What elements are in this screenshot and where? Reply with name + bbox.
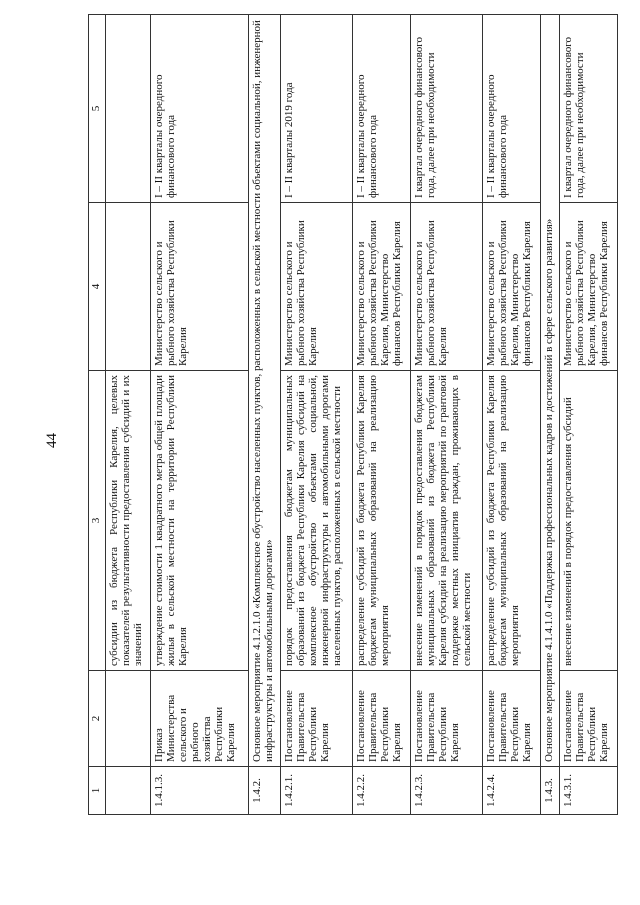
- measure-content: субсидии из бюджета Республики Карелия, целевых показателей результативности предоставления субсидий и их значений: [106, 371, 151, 671]
- responsible-executor: Министерство сельского и рыбного хозяйства Республики Карелия: [151, 203, 249, 371]
- responsible-executor: Министерство сельского и рыбного хозяйства Республики Карелия, Министерство финансов Республики Карелия: [352, 203, 410, 371]
- document-type: Постановление Правительства Республики Карелия: [410, 671, 482, 767]
- header-cell-1: 1: [89, 767, 106, 815]
- measures-table: [88, 14, 618, 815]
- row-number: 1.4.3.: [540, 767, 559, 815]
- document-type: Приказ Министерства сельского и рыбного хозяйства Республики Карелия: [151, 671, 249, 767]
- measure-content: распределение субсидий из бюджета Республики Карелия бюджетам муниципальных образований на реализацию мероприятия: [352, 371, 410, 671]
- implementation-period: I – II кварталы 2019 года: [281, 15, 353, 203]
- section-row: [540, 15, 559, 815]
- document-type: Постановление Правительства Республики Карелия: [559, 671, 617, 767]
- implementation-period: I – II кварталы очередного финансового года: [352, 15, 410, 203]
- document-type: Постановление Правительства Республики Карелия: [281, 671, 353, 767]
- section-row: [249, 15, 281, 815]
- header-cell-3: 3: [89, 371, 106, 671]
- implementation-period: I квартал очередного финансового года, далее при необходимости: [410, 15, 482, 203]
- header-row: [89, 15, 106, 815]
- table-body: [106, 15, 618, 815]
- row-number: 1.4.2.4.: [482, 767, 540, 815]
- table-row: [482, 15, 540, 815]
- implementation-period: I квартал очередного финансового года, далее при необходимости: [559, 15, 617, 203]
- responsible-executor: Министерство сельского и рыбного хозяйства Республики Карелия, Министерство финансов Республики Карелия: [482, 203, 540, 371]
- implementation-period: I – II кварталы очередного финансового года: [151, 15, 249, 203]
- responsible-executor: Министерство сельского и рыбного хозяйства Республики Карелия: [281, 203, 353, 371]
- header-cell-4: 4: [89, 203, 106, 371]
- responsible-executor: Министерство сельского и рыбного хозяйства Республики Карелия, Министерство финансов Республики Карелия: [559, 203, 617, 371]
- row-number: 1.4.1.3.: [151, 767, 249, 815]
- header-cell-5: 5: [89, 15, 106, 203]
- row-number: 1.4.2.2.: [352, 767, 410, 815]
- row-number: 1.4.2.: [249, 767, 281, 815]
- rotated-table-container: [88, 15, 618, 815]
- measure-content: внесение изменений в порядок предоставления бюджетам муниципальных образований из бюджета Республики Карелия субсидий на реализацию мероприятий по грантовой поддержке местных инициатив граждан, проживающих в сельской местности: [410, 371, 482, 671]
- section-title: Основное мероприятие 4.1.4.1.0 «Поддержка профессиональных кадров и достижений в сфере сельского развития»: [540, 15, 559, 767]
- measure-content: порядок предоставления бюджетам муниципальных образований из бюджета Республики Карелия субсидий на комплексное обустройство объектами социальной, инженерной инфраструктуры и автомобильными дорогами населенных пунктов, расположенных в сельской местности: [281, 371, 353, 671]
- measure-content: внесение изменений в порядок предоставления субсидий: [559, 371, 617, 671]
- table-row: [281, 15, 353, 815]
- table-row: [559, 15, 617, 815]
- row-number: [106, 767, 151, 815]
- responsible-executor: [106, 203, 151, 371]
- header-cell-2: 2: [89, 671, 106, 767]
- table-row: [410, 15, 482, 815]
- document-type: Постановление Правительства Республики Карелия: [352, 671, 410, 767]
- measure-content: утверждение стоимости 1 квадратного метра общей площади жилья в сельской местности на территории Республики Карелия: [151, 371, 249, 671]
- implementation-period: [106, 15, 151, 203]
- document-type: [106, 671, 151, 767]
- table-row: [151, 15, 249, 815]
- implementation-period: I – II кварталы очередного финансового года: [482, 15, 540, 203]
- measure-content: распределение субсидий из бюджета Республики Карелия бюджетам муниципальных образований на реализацию мероприятия: [482, 371, 540, 671]
- page-number: 44: [44, 433, 60, 448]
- responsible-executor: Министерство сельского и рыбного хозяйства Республики Карелия: [410, 203, 482, 371]
- table-row: [352, 15, 410, 815]
- document-type: Постановление Правительства Республики Карелия: [482, 671, 540, 767]
- row-number: 1.4.2.3.: [410, 767, 482, 815]
- section-title: Основное мероприятие 4.1.2.1.0 «Комплексное обустройство населенных пунктов, расположенных в сельской местности объектами социальной, инженерной инфраструктуры и автомобильными дорогами»: [249, 15, 281, 767]
- row-number: 1.4.2.1.: [281, 767, 353, 815]
- table-row: [106, 15, 151, 815]
- row-number: 1.4.3.1.: [559, 767, 617, 815]
